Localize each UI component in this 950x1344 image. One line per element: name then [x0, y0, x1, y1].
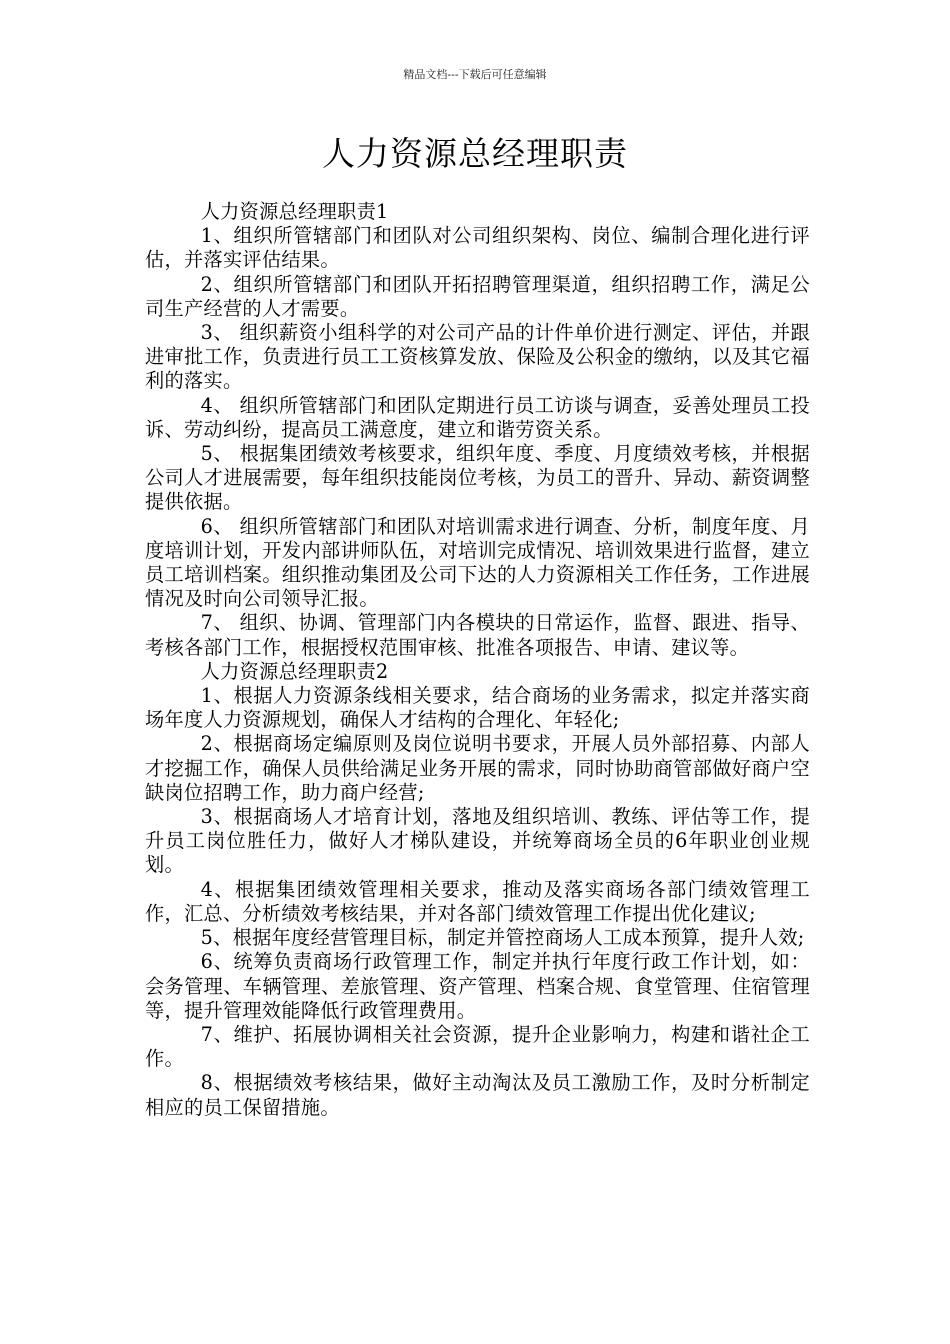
page-header-note: 精品文档---下载后可任意编辑	[403, 68, 547, 81]
duty-item: 1、根据人力资源条线相关要求，结合商场的业务需求，拟定并落实商场年度人力资源规划，确保人才结构的合理化、年轻化;	[145, 684, 810, 732]
document-title: 人力资源总经理职责	[322, 134, 628, 173]
duty-item: 6、 组织所管辖部门和团队对培训需求进行调查、分析，制度年度、月度培训计划，开发内部讲师队伍，对培训完成情况、培训效果进行监督，建立员工培训档案。组织推动集团及公司下达的人力资源相关工作任务，工作进展情况及时向公司领导汇报。	[145, 514, 810, 611]
duty-item: 7、维护、拓展协调相关社会资源，提升企业影响力，构建和谐社企工作。	[145, 1022, 810, 1071]
duty-item: 5、根据年度经营管理目标，制定并管控商场人工成本预算，提升人效;	[200, 926, 805, 950]
section-heading-1: 人力资源总经理职责1	[200, 200, 389, 223]
duty-item: 3、 组织薪资小组科学的对公司产品的计件单价进行测定、评估，并跟进审批工作，负责进行员工工资核算发放、保险及公积金的缴纳，以及其它福利的落实。	[145, 321, 810, 393]
duty-item: 2、组织所管辖部门和团队开拓招聘管理渠道，组织招聘工作，满足公司生产经营的人才需要。	[145, 272, 810, 320]
duty-item: 1、组织所管辖部门和团队对公司组织架构、岗位、编制合理化进行评估，并落实评估结果。	[145, 224, 810, 272]
document-body	[145, 200, 810, 1120]
duty-item: 7、 组织、协调、管理部门内各模块的日常运作，监督、跟进、指导、考核各部门工作，根据授权范围审核、批准各项报告、申请、建议等。	[145, 611, 810, 659]
duty-item: 4、根据集团绩效管理相关要求，推动及落实商场各部门绩效管理工作，汇总、分析绩效考核结果，并对各部门绩效管理工作提出优化建议;	[145, 877, 810, 925]
duty-item: 4、 组织所管辖部门和团队定期进行员工访谈与调查，妥善处理员工投诉、劳动纠纷，提高员工满意度，建立和谐劳资关系。	[145, 393, 810, 441]
duty-item: 2、根据商场定编原则及岗位说明书要求，开展人员外部招募、内部人才挖掘工作，确保人员供给满足业务开展的需求，同时协助商管部做好商户空缺岗位招聘工作，助力商户经营;	[145, 732, 810, 804]
duty-item: 8、根据绩效考核结果，做好主动淘汰及员工激励工作，及时分析制定相应的员工保留措施。	[145, 1071, 810, 1119]
duty-item: 5、 根据集团绩效考核要求，组织年度、季度、月度绩效考核，并根据公司人才进展需要，每年组织技能岗位考核，为员工的晋升、异动、薪资调整提供依据。	[145, 442, 810, 514]
duty-item: 6、统筹负责商场行政管理工作，制定并执行年度行政工作计划，如：会务管理、车辆管理、差旅管理、资产管理、档案合规、食堂管理、住宿管理等，提升管理效能降低行政管理费用。	[145, 950, 810, 1022]
duty-item: 3、根据商场人才培育计划，落地及组织培训、教练、评估等工作，提升员工岗位胜任力，做好人才梯队建设，并统筹商场全员的6年职业创业规划。	[145, 805, 810, 877]
section-heading-2: 人力资源总经理职责2	[200, 659, 389, 683]
